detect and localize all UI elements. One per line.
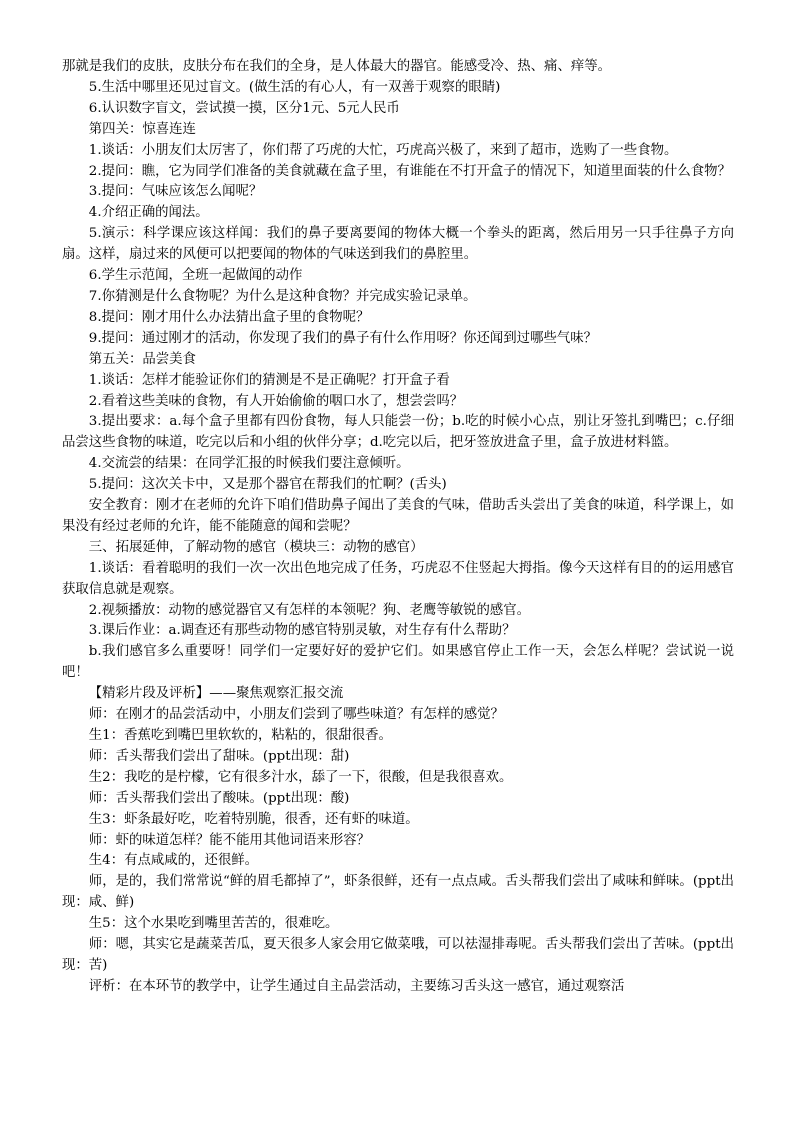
paragraph: 第四关：惊喜连连 [88,121,196,137]
paragraph: 那就是我们的皮肤，皮肤分布在我们的全身，是人体最大的器官。能感受冷、热、痛、痒等。 [62,59,612,74]
paragraph: 三、拓展延伸，了解动物的感官（模块三：动物的感官） [88,539,424,555]
paragraph: 生5：这个水果吃到嘴里苦苦的，很难吃。 [88,916,339,932]
paragraph: 师：在刚才的品尝活动中，小朋友们尝到了哪些味道？有怎样的感觉？ [88,707,504,723]
paragraph: 生3：虾条最好吃，吃着特别脆，很香，还有虾的味道。 [88,811,419,827]
paragraph: 7.你猜测是什么食物呢？为什么是这种食物？并完成实验记录单。 [88,288,477,304]
paragraph: 2.看着这些美味的食物，有人开始偷偷的咽口水了，想尝尝吗？ [88,393,464,409]
paragraph: 第五关：品尝美食 [88,351,196,367]
paragraph: 3.课后作业：a.调查还有那些动物的感官特别灵敏，对生存有什么帮助？ [88,623,516,639]
paragraph: 师，是的，我们常常说“鲜的眉毛都掉了”，虾条很鲜，还有一点点咸。舌头帮我们尝出了咸味和鲜味。(ppt出现：咸、鲜) [62,874,734,911]
paragraph: 5.演示：科学课应该这样闻：我们的鼻子要离要闻的物体大概一个拳头的距离，然后用另一只手往鼻子方向扇。这样，扇过来的风便可以把要闻的物体的气味送到我们的鼻腔里。 [62,226,734,263]
document-page [62,57,734,998]
paragraph: 5.提问：这次关卡中，又是那个器官在帮我们的忙啊？(舌头) [88,477,447,493]
paragraph: 3.提出要求：a.每个盒子里都有四份食物，每人只能尝一份；b.吃的时候小心点，别让牙签扎到嘴巴；c.仔细品尝这些食物的味道，吃完以后和小组的伙伴分享；d.吃完以后，把牙签放进盒子里，盒子放进材料篮。 [62,414,734,451]
paragraph: 8.提问：刚才用什么办法猜出盒子里的食物呢？ [88,309,370,325]
paragraph: 【精彩片段及评析】——聚焦观察汇报交流 [88,686,344,702]
paragraph: b.我们感官多么重要呀！同学们一定要好好的爱护它们。如果感官停止工作一天，会怎么样呢？尝试说一说吧！ [62,644,734,681]
paragraph: 生1：香蕉吃到嘴巴里软软的，粘粘的，很甜很香。 [88,728,392,743]
paragraph: 生2：我吃的是柠檬，它有很多汁水，舔了一下，很酸，但是我很喜欢。 [88,769,513,785]
paragraph: 安全教育：刚才在老师的允许下咱们借助鼻子闻出了美食的气味，借助舌头尝出了美食的味道，科学课上，如果没有经过老师的允许，能不能随意的闻和尝呢？ [62,498,734,534]
paragraph: 2.提问：瞧，它为同学们准备的美食就藏在盒子里，有谁能在不打开盒子的情况下，知道里面装的什么食物？ [88,163,731,179]
paragraph: 4.介绍正确的闻法。 [88,205,209,221]
paragraph: 师：舌头帮我们尝出了酸味。(ppt出现：酸) [88,790,350,806]
paragraph: 3.提问：气味应该怎么闻呢？ [88,184,263,200]
paragraph: 生4：有点咸咸的，还很鲜。 [88,853,259,869]
paragraph: 师：嗯，其实它是蔬菜苦瓜，夏天很多人家会用它做菜哦，可以祛湿排毒呢。舌头帮我们尝出了苦味。(ppt出现：苦) [62,937,734,973]
paragraph: 2.视频播放：动物的感觉器官又有怎样的本领呢？狗、老鹰等敏锐的感官。 [88,602,531,618]
paragraph: 6.认识数字盲文，尝试摸一摸，区分1元、5元人民币 [88,100,400,116]
paragraph: 9.提问：通过刚才的活动，你发现了我们的鼻子有什么作用呀？你还闻到过哪些气味？ [88,330,598,346]
paragraph: 1.谈话：看着聪明的我们一次一次出色地完成了任务，巧虎忍不住竖起大拇指。像今天这样有目的的运用感官获取信息就是观察。 [62,560,734,597]
paragraph: 5.生活中哪里还见过盲文。(做生活的有心人，有一双善于观察的眼睛) [88,79,501,95]
paragraph: 评析：在本环节的教学中，让学生通过自主品尝活动，主要练习舌头这一感官，通过观察活 [88,978,625,994]
paragraph: 师：虾的味道怎样？能不能用其他词语来形容？ [88,832,370,848]
paragraph: 1.谈话：怎样才能验证你们的猜测是不是正确呢？打开盒子看 [88,372,450,388]
paragraph: 6.学生示范闻，全班一起做闻的动作 [88,268,303,284]
paragraph: 4.交流尝的结果：在同学汇报的时候我们要注意倾听。 [88,456,410,472]
paragraph: 师：舌头帮我们尝出了甜味。(ppt出现：甜) [88,748,350,764]
paragraph: 1.谈话：小朋友们太厉害了，你们帮了巧虎的大忙，巧虎高兴极了，来到了超市，选购了一些食物。 [88,142,678,158]
